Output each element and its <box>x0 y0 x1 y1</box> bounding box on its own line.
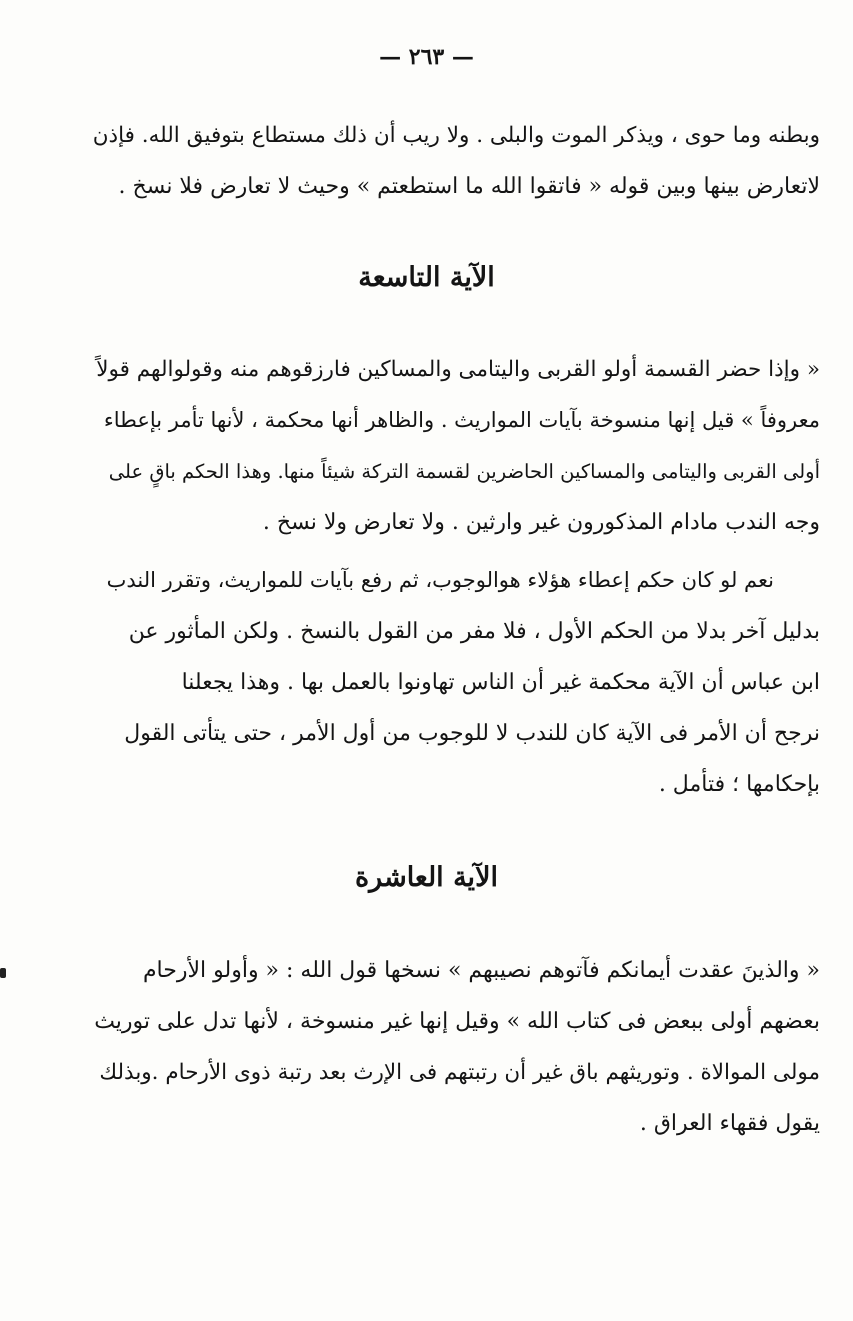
text-line: وجه الندب مادام المذكورون غير وارثين . ولا تعارض ولا نسخ . <box>262 510 820 535</box>
text-line: ابن عباس أن الآية محكمة غير أن الناس تهاونوا بالعمل بها . وهذا يجعلنا <box>181 670 820 695</box>
text-line: لاتعارض بينها وبين قوله « فاتقوا الله ما استطعتم » وحيث لا تعارض فلا نسخ . <box>118 174 820 199</box>
text-line: بعضهم أولى ببعض فى كتاب الله » وقيل إنها غير منسوخة ، لأنها تدل على توريث <box>94 1009 820 1034</box>
scan-edge-mark <box>0 968 6 978</box>
text-line: أولى القربى واليتامى والمساكين الحاضرين لقسمة التركة شيئاً منها. وهذا الحكم باقٍ على <box>108 460 820 483</box>
page-number: — ٢٦٣ — <box>379 44 474 70</box>
ninth-verse-paragraph-1 <box>92 344 820 548</box>
text-line: نرجح أن الأمر فى الآية كان للندب لا للوجوب من أول الأمر ، حتى يتأتى القول <box>124 721 820 746</box>
text-line: وبطنه وما حوى ، ويذكر الموت والبلى . ولا ريب أن ذلك مستطاع بتوفيق الله. فإذن <box>92 123 820 148</box>
text-line: « والذينَ عقدت أيمانكم فآتوهم نصيبهم » نسخها قول الله : « وأولو الأرحام <box>142 958 820 983</box>
text-line: بدليل آخر بدلا من الحكم الأول ، فلا مفر من القول بالنسخ . ولكن المأثور عن <box>128 619 820 644</box>
text-line: معروفاً » قيل إنها منسوخة بآيات المواريث . والظاهر أنها محكمة ، لأنها تأمر بإعطاء <box>103 408 820 432</box>
text-line: بإحكامها ؛ فتأمل . <box>658 772 820 797</box>
text-line: نعم لو كان حكم إعطاء هؤلاء هوالوجوب، ثم رفع بآيات للمواريث، وتقرر الندب <box>106 568 774 592</box>
text-line: مولى الموالاة . وتوريثهم باق غير أن رتبتهم فى الإرث بعد رتبة ذوى الأرحام .وبذلك <box>99 1060 820 1085</box>
ninth-verse-paragraph-2 <box>92 555 820 810</box>
heading-tenth-verse: الآية العاشرة <box>355 862 498 893</box>
intro-paragraph <box>92 110 820 212</box>
heading-ninth-verse: الآية التاسعة <box>358 262 495 293</box>
tenth-verse-paragraph <box>92 945 820 1149</box>
text-line: « وإذا حضر القسمة أولو القربى واليتامى والمساكين فارزقوهم منه وقولوالهم قولاً <box>96 357 820 382</box>
text-line: يقول فقهاء العراق . <box>639 1111 820 1136</box>
